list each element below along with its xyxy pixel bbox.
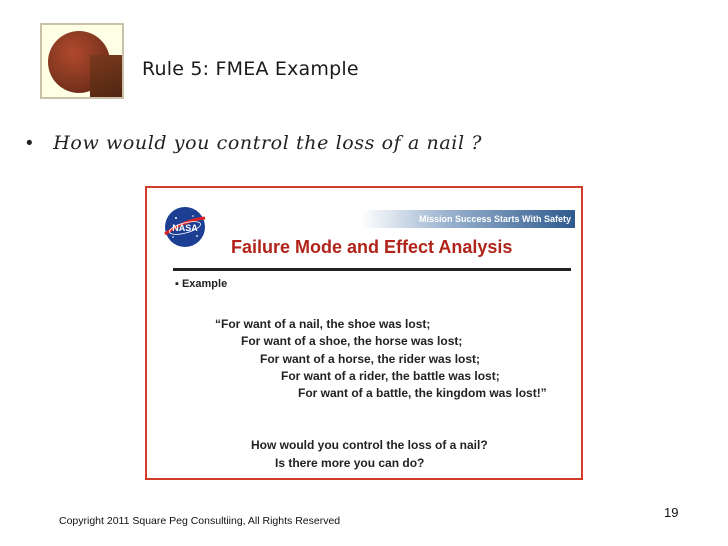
embedded-title: Failure Mode and Effect Analysis — [231, 237, 513, 257]
question-line-1: How would you control the loss of a nail? — [251, 438, 488, 452]
nasa-logo-icon — [161, 204, 209, 250]
question-line-2: Is there more you can do? — [275, 456, 425, 470]
tagline-text: Mission Success Starts With Safety — [419, 214, 571, 224]
poem-line-5: For want of a battle, the kingdom was lost!” — [298, 386, 547, 400]
nasa-logo-text: NASA — [172, 223, 198, 233]
page-number: 19 — [664, 505, 679, 520]
slide-title: Rule 5: FMEA Example — [142, 58, 359, 80]
bullet-text: How would you control the loss of a nail ? — [53, 132, 483, 154]
logo-square-shape — [90, 55, 124, 99]
company-logo — [40, 23, 124, 99]
poem-line-2: For want of a shoe, the horse was lost; — [241, 334, 463, 348]
poem-line-4: For want of a rider, the battle was lost; — [281, 369, 500, 383]
bullet-marker: • — [26, 133, 34, 154]
poem-line-3: For want of a horse, the rider was lost; — [260, 352, 481, 366]
embedded-slide-image — [145, 186, 583, 480]
copyright-text: Copyright 2011 Square Peg Consultiing, All Rights Reserved — [59, 515, 341, 527]
title-divider — [173, 268, 571, 271]
bullet-item — [26, 132, 482, 155]
embedded-bullet: ▪ Example — [175, 278, 228, 290]
poem-line-1: “For want of a nail, the shoe was lost; — [215, 317, 431, 331]
